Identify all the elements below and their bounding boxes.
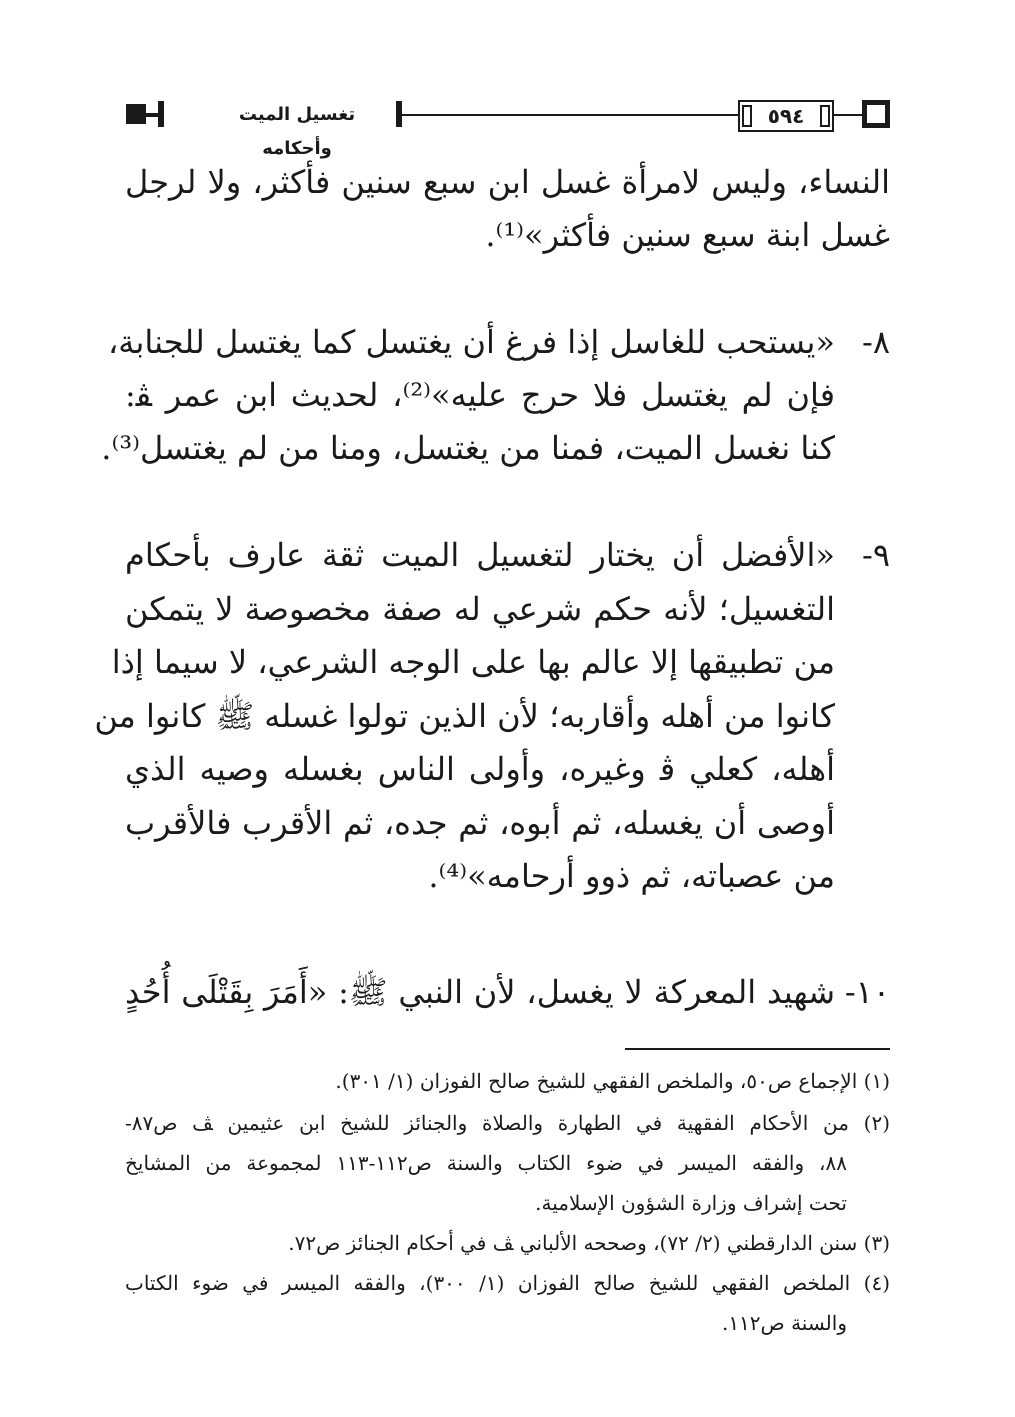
body-line: شهيد المعركة لا يغسل، لأن النبي ﷺ: «أَمَرَ بِقَتْلَى أُحُدٍ [125, 973, 836, 1011]
item-number: ٩- [862, 536, 890, 574]
footnote: تحت إشراف وزارة الشؤون الإسلامية. [535, 1191, 847, 1215]
body-line: من عصباته، ثم ذوو أرحامه»⁽⁴⁾. [428, 857, 835, 895]
page-header [120, 98, 890, 159]
body-line: التغسيل؛ لأنه حكم شرعي له صفة مخصوصة لا يتمكن [125, 590, 835, 628]
footnote-separator [625, 1048, 890, 1050]
header-ornament-bar [158, 101, 164, 127]
body-line: «يستحب للغاسل إذا فرغ أن يغتسل كما يغتسل للجنابة، [107, 323, 835, 361]
body-line: أهله، كعلي ﭬ وغيره، وأولى الناس بغسله وصيه الذي [125, 750, 835, 788]
footnote: (٢) من الأحكام الفقهية في الطهارة والصلاة والجنائز للشيخ ابن عثيمين ﭫ ص٨٧- [125, 1111, 890, 1135]
body-line: كنا نغسل الميت، فمنا من يغتسل، ومنا من لم يغتسل⁽³⁾. [101, 429, 835, 467]
body-line: «الأفضل أن يختار لتغسيل الميت ثقة عارف بأحكام [125, 536, 835, 574]
body-line: من تطبيقها إلا عالم بها على الوجه الشرعي، لا سيما إذا [111, 643, 835, 681]
header-rule [402, 114, 738, 116]
body-line: غسل ابنة سبع سنين فأكثر»⁽¹⁾. [485, 216, 890, 254]
body-line: النساء، وليس لامرأة غسل ابن سبع سنين فأكثر، ولا لرجل [125, 163, 890, 201]
header-rule [832, 114, 862, 116]
header-title: تغسيل الميت وأحكامه [238, 104, 356, 159]
page-number-box [738, 100, 834, 132]
header-ornament-left [126, 104, 146, 124]
header-ornament-right [862, 100, 890, 128]
item-number: ١٠- [844, 973, 890, 1011]
footnote: (٤) الملخص الفقهي للشيخ صالح الفوزان (١/ ٣٠٠)، والفقه الميسر في ضوء الكتاب [125, 1271, 890, 1295]
body-line: أوصى أن يغسله، ثم أبوه، ثم جده، ثم الأقرب فالأقرب [125, 804, 835, 842]
page-number: ٥٩٤ [767, 104, 805, 128]
footnote: (٣) سنن الدارقطني (٢/ ٧٢)، وصححه الألباني ﭫ في أحكام الجنائز ص٧٢. [288, 1231, 890, 1255]
item-number: ٨- [862, 323, 890, 361]
footnote: والسنة ص١١٢. [721, 1311, 847, 1335]
footnote: ٨٨، والفقه الميسر في ضوء الكتاب والسنة ص١١٢-١١٣ لمجموعة من المشايخ [125, 1151, 847, 1175]
body-line: فإن لم يغتسل فلا حرج عليه»⁽²⁾، لحديث ابن عمر ﭭ: [125, 376, 836, 414]
footnote: (١) الإجماع ص٥٠، والملخص الفقهي للشيخ صالح الفوزان (١/ ٣٠١). [335, 1069, 890, 1093]
body-line: كانوا من أهله وأقاربه؛ لأن الذين تولوا غسله ﷺ كانوا من [94, 697, 835, 735]
